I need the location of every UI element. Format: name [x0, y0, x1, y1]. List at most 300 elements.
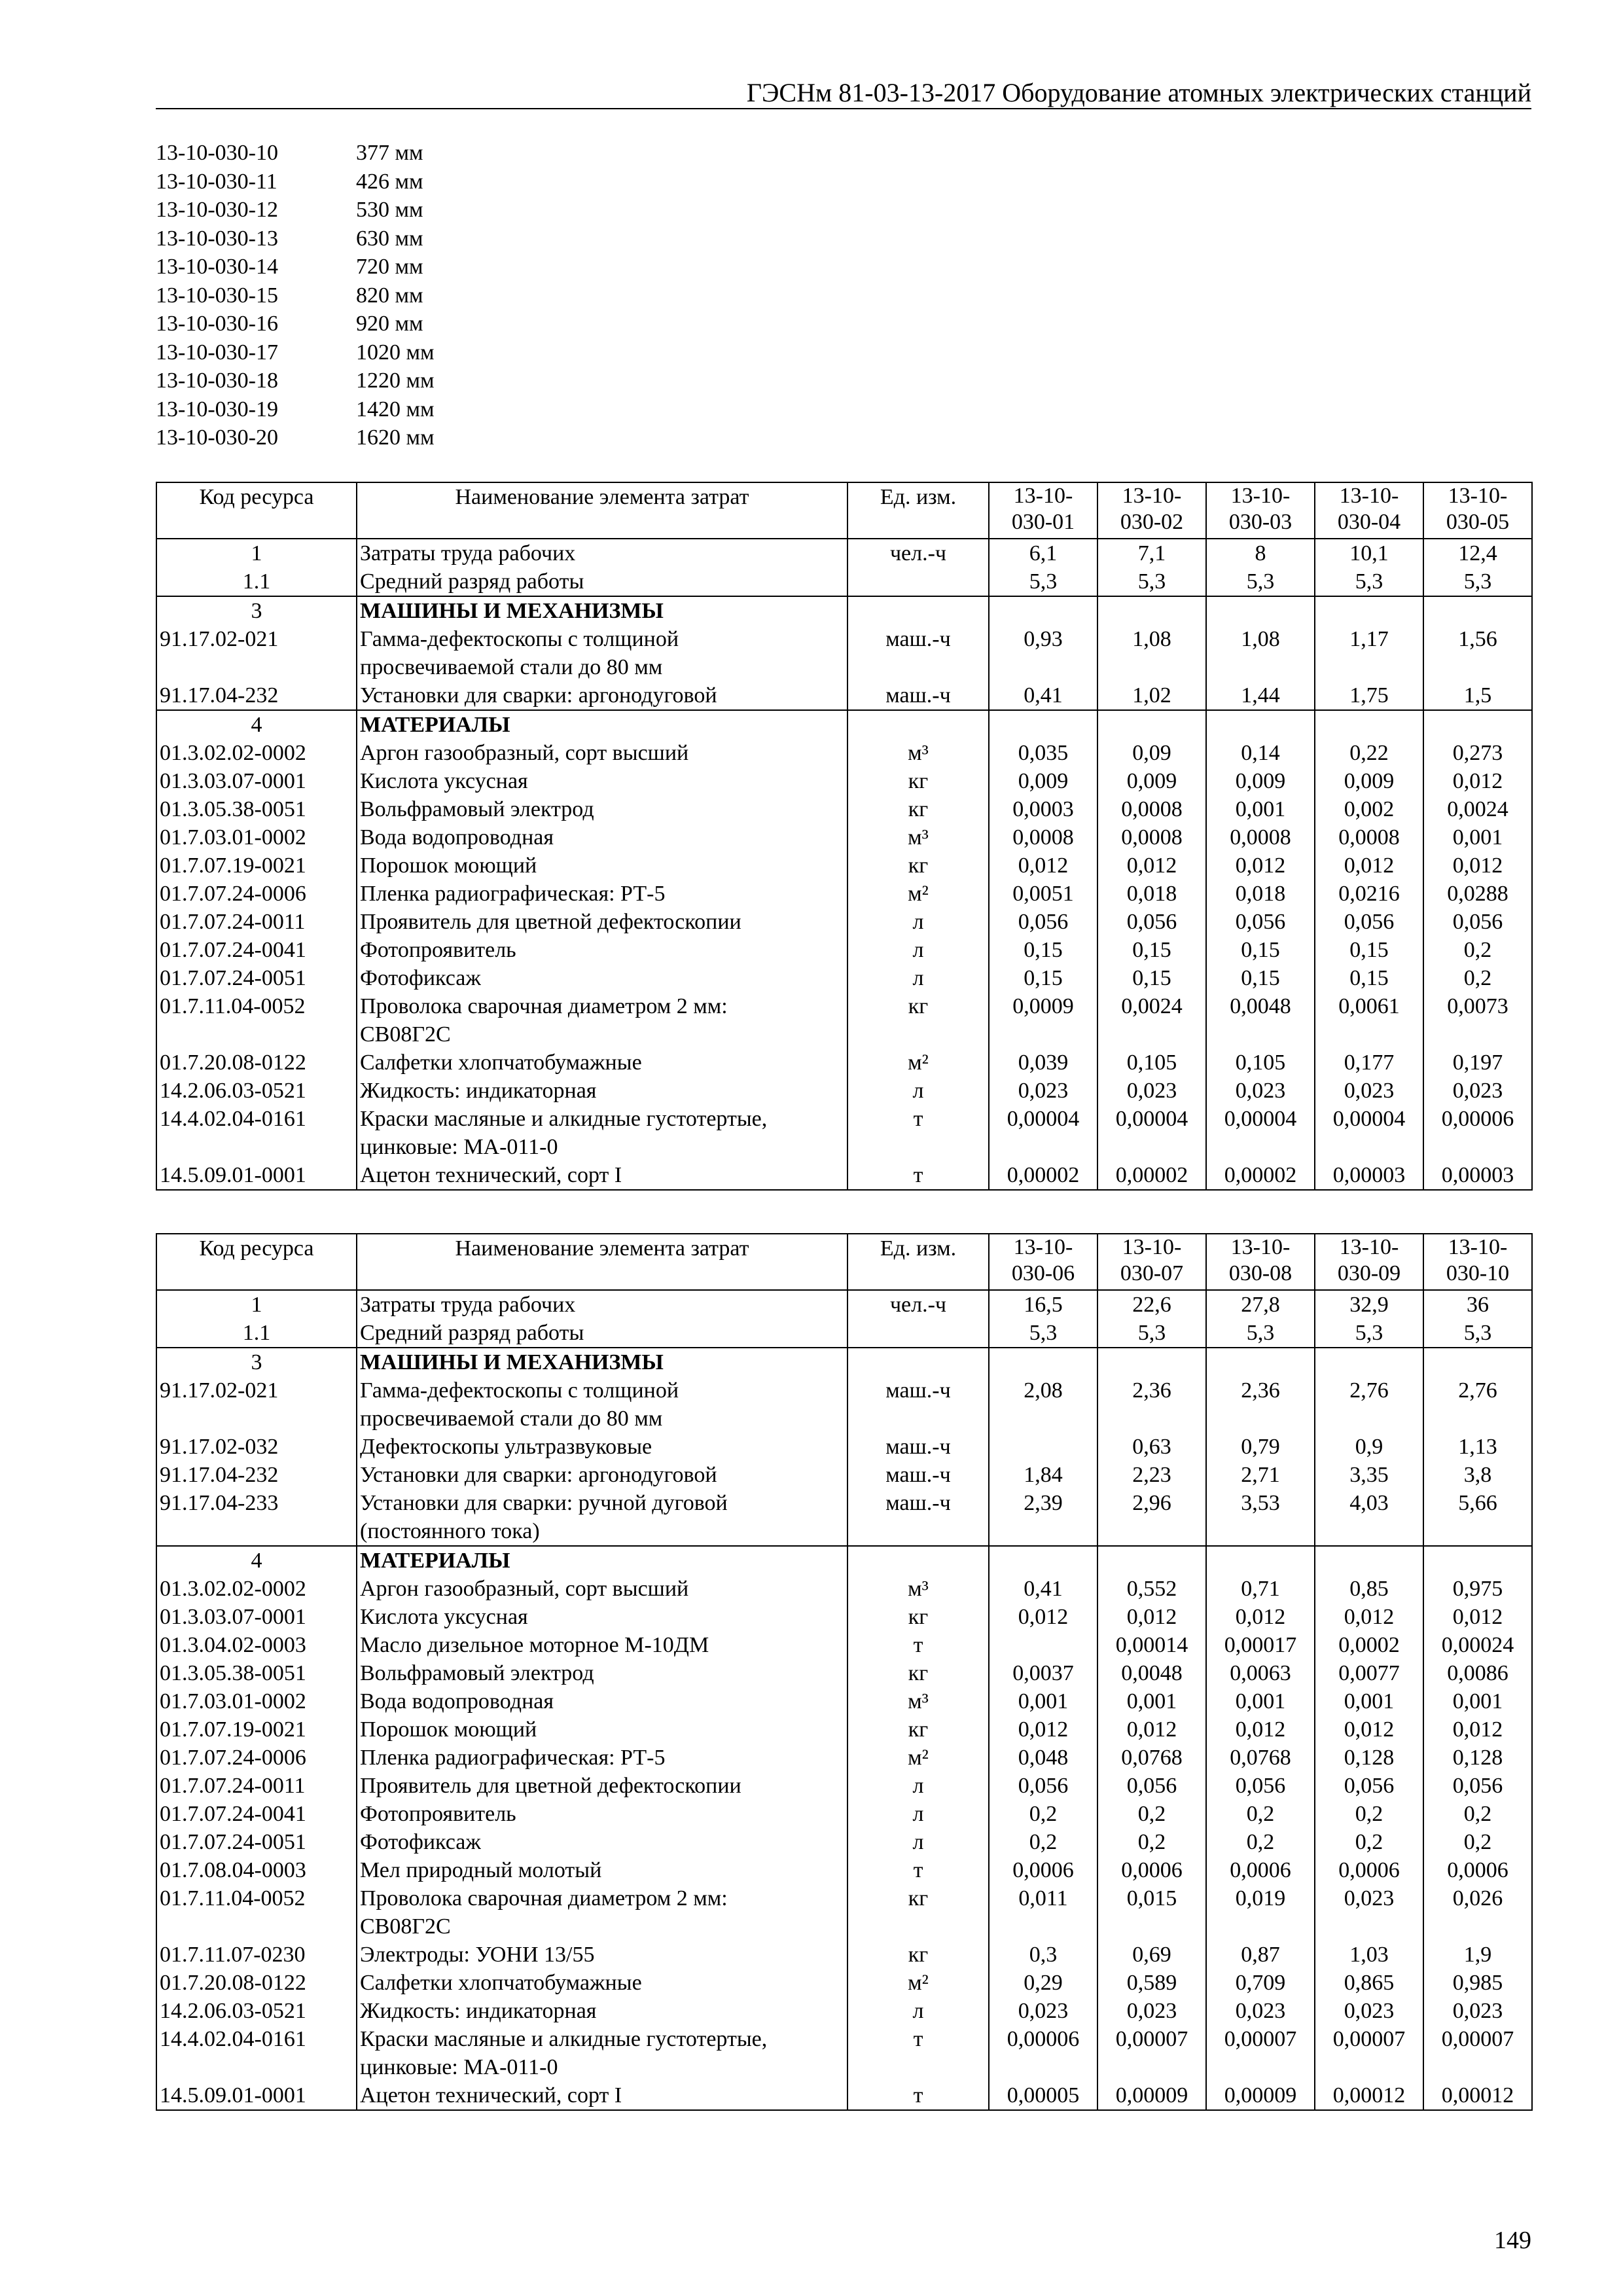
table-header-row [156, 482, 1532, 539]
norm-value: 0,128 [1315, 1744, 1423, 1772]
resource-code: 91.17.04-232 [156, 681, 357, 710]
resource-code: 01.7.07.24-0051 [156, 1828, 357, 1856]
norm-value: 5,3 [1097, 1319, 1206, 1348]
cost-item-name [357, 1105, 847, 1161]
norm-value: 0,85 [1315, 1575, 1423, 1603]
norm-value: 0,039 [989, 1049, 1097, 1077]
norm-value: 5,3 [989, 1319, 1097, 1348]
norm-value: 0,0063 [1206, 1659, 1315, 1687]
unit-of-measure: т [847, 1105, 989, 1161]
resource-code: 01.7.07.24-0006 [156, 880, 357, 908]
header-variant-code-part: 13-10- [1230, 1235, 1291, 1259]
norm-value: 0,63 [1097, 1433, 1206, 1461]
table-row [156, 539, 1532, 567]
variant-row [156, 423, 435, 452]
norm-value: 0,056 [1097, 1772, 1206, 1800]
unit-of-measure: л [847, 1077, 989, 1105]
cost-item-name [357, 1744, 847, 1772]
norm-value: 0,012 [1423, 852, 1532, 880]
norm-value: 27,8 [1206, 1290, 1315, 1319]
header-variant-code-part: 030-06 [1011, 1261, 1075, 1285]
cost-item-name-line: Мел природный молотый [360, 1858, 602, 1882]
norm-value: 0,012 [1206, 1715, 1315, 1744]
cost-item-name-line: Проволока сварочная диаметром 2 мм: [360, 1886, 728, 1910]
norm-value: 0,00004 [1206, 1105, 1315, 1161]
norm-value: 0,023 [1315, 1884, 1423, 1941]
cost-item-name [357, 880, 847, 908]
cost-item-name-line: СВ08Г2С [360, 1914, 451, 1939]
table-row [156, 1828, 1532, 1856]
header-unit: Ед. изм. [847, 1234, 989, 1290]
norm-value: 0,0048 [1097, 1659, 1206, 1687]
table-row [156, 1575, 1532, 1603]
table-row [156, 1105, 1532, 1161]
norm-value: 0,00002 [989, 1161, 1097, 1190]
cost-item-name-line: Проявитель для цветной дефектоскопии [360, 910, 741, 934]
variant-row [156, 168, 435, 196]
resource-table-2 [156, 1233, 1533, 2111]
norm-value: 0,0073 [1423, 992, 1532, 1049]
cost-item-name-line: Порошок моющий [360, 853, 537, 878]
norm-value: 0,0008 [1206, 823, 1315, 852]
variant-code: 13-10-030-10 [156, 141, 278, 165]
variant-size: 1220 мм [356, 368, 435, 393]
unit-of-measure: л [847, 936, 989, 964]
table-row [156, 795, 1532, 823]
resource-code: 01.7.07.19-0021 [156, 852, 357, 880]
norm-value: 0,105 [1097, 1049, 1206, 1077]
variant-code: 13-10-030-19 [156, 397, 278, 422]
unit-of-measure: м² [847, 1969, 989, 1997]
norm-value: 3,8 [1423, 1461, 1532, 1489]
unit-of-measure: чел.-ч [847, 1290, 989, 1319]
norm-value: 0,2 [1423, 936, 1532, 964]
norm-value: 0,3 [989, 1941, 1097, 1969]
unit-of-measure: кг [847, 767, 989, 795]
cost-item-name [357, 1800, 847, 1828]
norm-value: 0,00004 [989, 1105, 1097, 1161]
table-row [156, 908, 1532, 936]
cost-item-name [357, 539, 847, 567]
norm-value: 22,6 [1097, 1290, 1206, 1319]
variant-code: 13-10-030-11 [156, 169, 277, 194]
norm-value: 0,0768 [1206, 1744, 1315, 1772]
norm-value: 0,2 [1423, 964, 1532, 992]
cost-item-name [357, 1319, 847, 1348]
resource-code: 01.7.03.01-0002 [156, 1687, 357, 1715]
norm-value: 0,056 [1206, 908, 1315, 936]
cost-item-name [357, 908, 847, 936]
norm-value: 0,273 [1423, 739, 1532, 767]
norm-value: 0,2 [1097, 1828, 1206, 1856]
norm-value: 0,012 [989, 852, 1097, 880]
header-variant-code-part: 13-10- [1339, 1235, 1399, 1259]
norm-value [989, 710, 1097, 739]
table-row [156, 1941, 1532, 1969]
cost-item-name-line: Краски масляные и алкидные густотертые, [360, 1107, 768, 1131]
norm-value: 0,0006 [1315, 1856, 1423, 1884]
cost-item-name [357, 767, 847, 795]
variant-size: 426 мм [356, 169, 423, 194]
norm-value: 0,00004 [1315, 1105, 1423, 1161]
norm-value: 0,00002 [1206, 1161, 1315, 1190]
cost-item-name-line: Ацетон технический, сорт I [360, 2083, 622, 2108]
norm-value: 0,023 [1206, 1997, 1315, 2025]
header-unit: Ед. изм. [847, 482, 989, 539]
unit-of-measure: маш.-ч [847, 1433, 989, 1461]
resource-code: 1.1 [156, 567, 357, 596]
cost-item-name-line: Затраты труда рабочих [360, 1293, 576, 1317]
cost-item-name-line: Вода водопроводная [360, 1689, 554, 1713]
norm-value: 12,4 [1423, 539, 1532, 567]
resource-code: 1 [156, 539, 357, 567]
page-number: 149 [1494, 2227, 1531, 2254]
norm-value [1423, 710, 1532, 739]
norm-value: 0,0024 [1097, 992, 1206, 1049]
variant-size: 1020 мм [356, 340, 435, 365]
norm-value [1206, 1348, 1315, 1376]
variant-row [156, 281, 435, 310]
table-row [156, 1376, 1532, 1433]
norm-value: 0,0768 [1097, 1744, 1206, 1772]
cost-item-name-line: Средний разряд работы [360, 569, 584, 594]
cost-item-name [357, 1603, 847, 1631]
cost-item-name-line: Ацетон технический, сорт I [360, 1163, 622, 1187]
cost-item-name-line: Средний разряд работы [360, 1321, 584, 1345]
cost-item-name [357, 625, 847, 681]
variant-size: 1420 мм [356, 397, 435, 422]
norm-value: 0,15 [1206, 964, 1315, 992]
norm-value: 0,0037 [989, 1659, 1097, 1687]
norm-value: 2,36 [1206, 1376, 1315, 1433]
norm-value: 0,018 [1206, 880, 1315, 908]
norm-value: 0,023 [1423, 1077, 1532, 1105]
resource-code: 3 [156, 596, 357, 625]
table-row [156, 1997, 1532, 2025]
cost-item-name [357, 1772, 847, 1800]
variant-row [156, 253, 435, 281]
header-variant-code-part: 13-10- [1339, 484, 1399, 508]
resource-code: 01.7.07.24-0011 [156, 1772, 357, 1800]
norm-value: 0,012 [989, 1603, 1097, 1631]
norm-value [989, 596, 1097, 625]
cost-item-name-line: Фотопроявитель [360, 1802, 516, 1826]
norm-value: 0,15 [1206, 936, 1315, 964]
norm-value: 0,589 [1097, 1969, 1206, 1997]
section-row [156, 596, 1532, 625]
norm-value [989, 1546, 1097, 1575]
norm-value: 0,00009 [1206, 2081, 1315, 2110]
header-code: Код ресурса [156, 1234, 357, 1290]
resource-code: 01.7.11.04-0052 [156, 1884, 357, 1941]
variant-row [156, 310, 435, 338]
norm-value: 0,0006 [1097, 1856, 1206, 1884]
norm-value: 5,3 [1206, 567, 1315, 596]
header-variant-code-part: 030-04 [1337, 510, 1401, 534]
norm-value: 0,41 [989, 681, 1097, 710]
variant-size: 720 мм [356, 255, 423, 279]
norm-value: 0,056 [1206, 1772, 1315, 1800]
unit-of-measure: кг [847, 1603, 989, 1631]
norm-value: 0,177 [1315, 1049, 1423, 1077]
norm-value: 3,35 [1315, 1461, 1423, 1489]
variant-code: 13-10-030-15 [156, 283, 278, 308]
norm-value: 0,0006 [989, 1856, 1097, 1884]
norm-value [1097, 1348, 1206, 1376]
norm-value: 1,84 [989, 1461, 1097, 1489]
norm-value: 0,09 [1097, 739, 1206, 767]
table-row [156, 1800, 1532, 1828]
norm-value: 0,2 [1206, 1800, 1315, 1828]
norm-value: 0,056 [989, 1772, 1097, 1800]
header-variant-code [989, 482, 1097, 539]
table-row [156, 1049, 1532, 1077]
unit-of-measure: маш.-ч [847, 1461, 989, 1489]
norm-value: 0,0086 [1423, 1659, 1532, 1687]
norm-value [1097, 596, 1206, 625]
table-row [156, 936, 1532, 964]
norm-value [1206, 1546, 1315, 1575]
table-row [156, 1461, 1532, 1489]
header-variant-code-part: 030-10 [1446, 1261, 1510, 1285]
norm-value: 0,012 [1097, 1603, 1206, 1631]
header-variant-code [1097, 1234, 1206, 1290]
cost-item-name [357, 992, 847, 1049]
header-variant-code [1206, 1234, 1315, 1290]
norm-value: 0,0006 [1423, 1856, 1532, 1884]
resource-code: 14.2.06.03-0521 [156, 1997, 357, 2025]
header-variant-code [1315, 1234, 1423, 1290]
table-row [156, 880, 1532, 908]
norm-value: 1,9 [1423, 1941, 1532, 1969]
norm-value: 0,22 [1315, 739, 1423, 767]
table-header-row [156, 1234, 1532, 1290]
resource-code: 91.17.02-032 [156, 1433, 357, 1461]
table-row [156, 739, 1532, 767]
norm-value: 2,23 [1097, 1461, 1206, 1489]
header-variant-code [1423, 482, 1532, 539]
resource-code: 01.7.03.01-0002 [156, 823, 357, 852]
cost-item-name-line: Порошок моющий [360, 1717, 537, 1742]
norm-value: 0,00005 [989, 2081, 1097, 2110]
header-variant-code-part: 030-05 [1446, 510, 1510, 534]
unit-of-measure: л [847, 908, 989, 936]
header-name: Наименование элемента затрат [357, 482, 847, 539]
unit-of-measure: л [847, 1997, 989, 2025]
resource-code: 01.7.07.24-0006 [156, 1744, 357, 1772]
norm-value: 0,048 [989, 1744, 1097, 1772]
cost-item-name-line: Вольфрамовый электрод [360, 1661, 594, 1685]
norm-value: 0,012 [1315, 852, 1423, 880]
table-row [156, 1969, 1532, 1997]
norm-value: 0,009 [1206, 767, 1315, 795]
norm-value: 5,3 [989, 567, 1097, 596]
section-row [156, 1546, 1532, 1575]
variant-list [156, 139, 435, 452]
resource-code: 91.17.02-021 [156, 1376, 357, 1433]
unit-of-measure: т [847, 2025, 989, 2081]
resource-code: 14.5.09.01-0001 [156, 2081, 357, 2110]
cost-item-name [357, 710, 847, 739]
norm-value: 0,2 [1423, 1828, 1532, 1856]
cost-item-name-line: Жидкость: индикаторная [360, 1999, 597, 2023]
resource-table-1 [156, 482, 1533, 1191]
variant-row [156, 196, 435, 224]
norm-value: 0,00006 [989, 2025, 1097, 2081]
norm-value: 0,0008 [1315, 823, 1423, 852]
variant-row [156, 367, 435, 395]
cost-item-name-line: Салфетки хлопчатобумажные [360, 1971, 642, 1995]
unit-of-measure: кг [847, 1884, 989, 1941]
norm-value: 1,44 [1206, 681, 1315, 710]
norm-value: 0,79 [1206, 1433, 1315, 1461]
norm-value: 0,023 [1206, 1077, 1315, 1105]
cost-item-name [357, 852, 847, 880]
norm-value: 2,76 [1315, 1376, 1423, 1433]
unit-of-measure: м³ [847, 739, 989, 767]
norm-value: 0,002 [1315, 795, 1423, 823]
norm-value: 0,128 [1423, 1744, 1532, 1772]
norm-value [1423, 1348, 1532, 1376]
norm-value: 0,056 [1315, 1772, 1423, 1800]
norm-value [989, 1433, 1097, 1461]
norm-value: 0,012 [1423, 1715, 1532, 1744]
norm-value: 0,69 [1097, 1941, 1206, 1969]
table-row [156, 1319, 1532, 1348]
norm-value: 0,023 [1097, 1077, 1206, 1105]
header-name: Наименование элемента затрат [357, 1234, 847, 1290]
unit-of-measure: т [847, 1856, 989, 1884]
norm-value: 0,00002 [1097, 1161, 1206, 1190]
cost-item-name [357, 1049, 847, 1077]
cost-item-name-line: (постоянного тока) [360, 1519, 540, 1543]
header-variant-code-part: 030-09 [1337, 1261, 1401, 1285]
norm-value: 0,009 [1315, 767, 1423, 795]
cost-item-name [357, 1077, 847, 1105]
norm-value [1206, 710, 1315, 739]
norm-value: 0,012 [1315, 1715, 1423, 1744]
norm-value: 0,00009 [1097, 2081, 1206, 2110]
cost-item-name-line: Гамма-дефектоскопы с толщиной [360, 1378, 679, 1403]
norm-value: 0,00006 [1423, 1105, 1532, 1161]
resource-code: 01.3.03.07-0001 [156, 1603, 357, 1631]
norm-value: 0,001 [1097, 1687, 1206, 1715]
norm-value: 0,0024 [1423, 795, 1532, 823]
header-variant-code-part: 030-07 [1120, 1261, 1184, 1285]
variant-row [156, 395, 435, 424]
norm-value [1423, 1546, 1532, 1575]
norm-value: 0,056 [1423, 1772, 1532, 1800]
unit-of-measure [847, 596, 989, 625]
norm-value: 0,15 [1315, 964, 1423, 992]
norm-value [1206, 596, 1315, 625]
norm-value: 0,001 [989, 1687, 1097, 1715]
cost-item-name [357, 1290, 847, 1319]
cost-item-name-line: Установки для сварки: аргонодуговой [360, 1463, 717, 1487]
variant-size: 530 мм [356, 198, 423, 222]
resource-code: 14.5.09.01-0001 [156, 1161, 357, 1190]
table-row [156, 1433, 1532, 1461]
norm-value: 5,3 [1206, 1319, 1315, 1348]
resource-code: 14.4.02.04-0161 [156, 1105, 357, 1161]
cost-item-name [357, 1941, 847, 1969]
norm-value: 0,00004 [1097, 1105, 1206, 1161]
resource-code: 91.17.02-021 [156, 625, 357, 681]
cost-item-name-line: Кислота уксусная [360, 769, 528, 793]
table-row [156, 823, 1532, 852]
cost-item-name-line: Аргон газообразный, сорт высший [360, 1577, 689, 1601]
unit-of-measure: кг [847, 1941, 989, 1969]
header-code: Код ресурса [156, 482, 357, 539]
norm-value: 0,0008 [1097, 823, 1206, 852]
unit-of-measure: кг [847, 1659, 989, 1687]
norm-value: 0,2 [1423, 1800, 1532, 1828]
unit-of-measure: л [847, 1828, 989, 1856]
norm-value: 0,00007 [1423, 2025, 1532, 2081]
norm-value: 0,0008 [989, 823, 1097, 852]
table-row [156, 1603, 1532, 1631]
resource-code: 01.3.05.38-0051 [156, 795, 357, 823]
norm-value: 0,00003 [1423, 1161, 1532, 1190]
cost-item-name [357, 964, 847, 992]
table-row [156, 1077, 1532, 1105]
norm-value: 0,2 [1315, 1828, 1423, 1856]
header-variant-code-part: 13-10- [1013, 1235, 1073, 1259]
norm-value: 0,015 [1097, 1884, 1206, 1941]
variant-code: 13-10-030-18 [156, 368, 278, 393]
norm-value: 5,3 [1097, 567, 1206, 596]
variant-code: 13-10-030-17 [156, 340, 278, 365]
norm-value: 0,552 [1097, 1575, 1206, 1603]
norm-value: 3,53 [1206, 1489, 1315, 1546]
norm-value: 0,011 [989, 1884, 1097, 1941]
table-row [156, 1687, 1532, 1715]
cost-item-name-line: Пленка радиографическая: РТ-5 [360, 1746, 666, 1770]
cost-item-name [357, 567, 847, 596]
cost-item-name [357, 1715, 847, 1744]
table-row [156, 964, 1532, 992]
unit-of-measure: маш.-ч [847, 1489, 989, 1546]
header-variant-code-part: 13-10- [1230, 484, 1291, 508]
norm-value [989, 1631, 1097, 1659]
norm-value [989, 1348, 1097, 1376]
resource-code: 91.17.04-233 [156, 1489, 357, 1546]
table-row [156, 1659, 1532, 1687]
resource-code: 01.7.07.24-0051 [156, 964, 357, 992]
norm-value: 0,0077 [1315, 1659, 1423, 1687]
table-row [156, 625, 1532, 681]
norm-value: 0,00007 [1206, 2025, 1315, 2081]
cost-item-name-line: Электроды: УОНИ 13/55 [360, 1943, 595, 1967]
norm-value: 0,71 [1206, 1575, 1315, 1603]
norm-value: 0,035 [989, 739, 1097, 767]
norm-value: 0,0061 [1315, 992, 1423, 1049]
unit-of-measure: л [847, 964, 989, 992]
norm-value: 0,018 [1097, 880, 1206, 908]
norm-value: 0,023 [989, 1077, 1097, 1105]
header-variant-code [1206, 482, 1315, 539]
norm-value: 4,03 [1315, 1489, 1423, 1546]
header-variant-code-part: 030-08 [1228, 1261, 1293, 1285]
norm-value: 5,3 [1423, 567, 1532, 596]
cost-item-name-line: МАШИНЫ И МЕХАНИЗМЫ [360, 1350, 664, 1374]
variant-size: 1620 мм [356, 425, 435, 450]
resource-code: 14.4.02.04-0161 [156, 2025, 357, 2081]
norm-value: 0,056 [1315, 908, 1423, 936]
cost-item-name-line: Фотофиксаж [360, 1830, 481, 1854]
header-variant-code-part: 13-10- [1122, 1235, 1182, 1259]
norm-value: 1,08 [1097, 625, 1206, 681]
